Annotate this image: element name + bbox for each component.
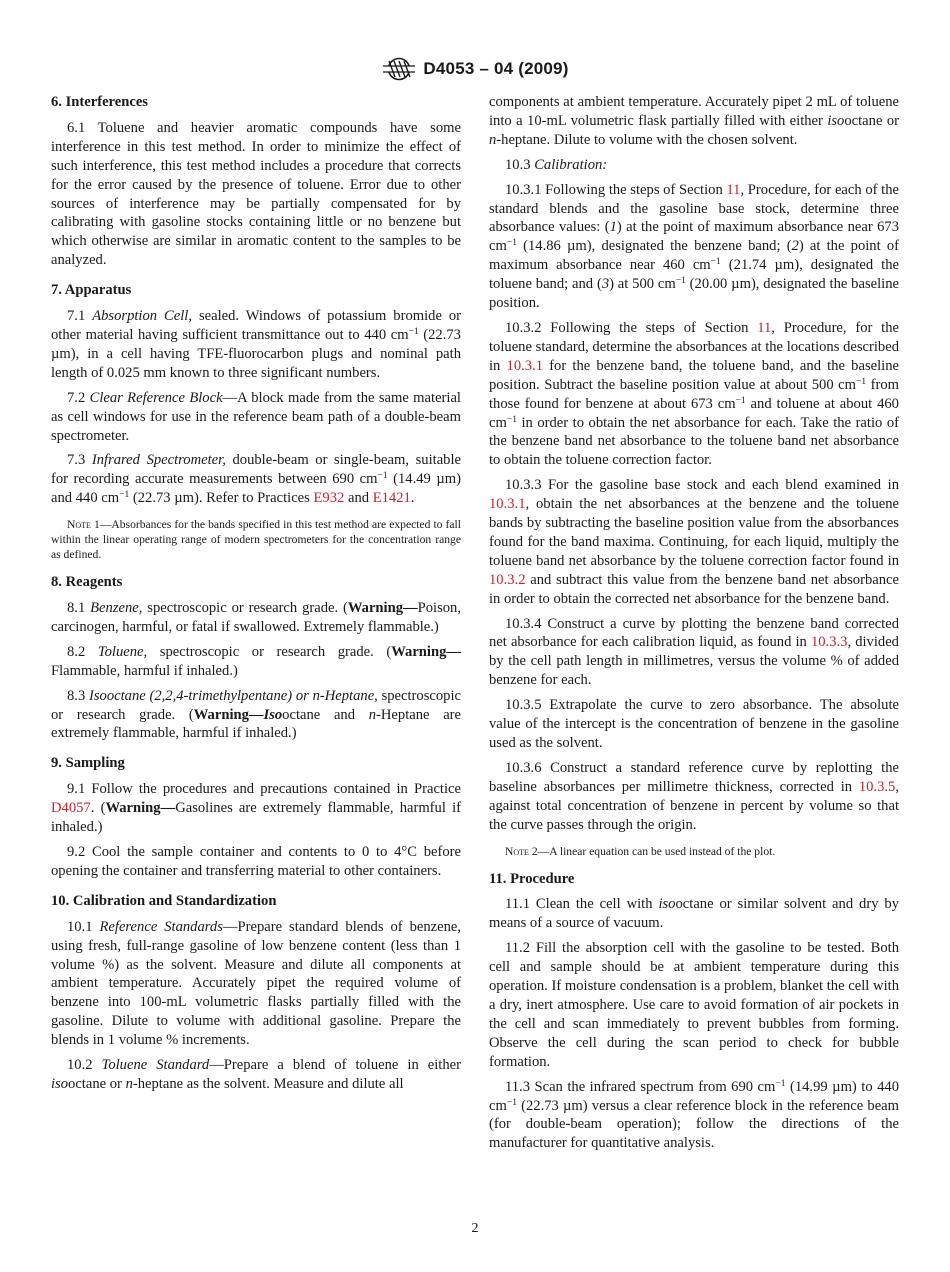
paragraph-7-2: 7.2 Clear Reference Block—A block made from the same material as cell windows for use in the reference beam path of a double-beam spectrometer. [51,389,461,444]
link-10-3-1[interactable]: 10.3.1 [489,496,526,513]
section-heading-sampling: 9. Sampling [51,755,125,772]
standard-designation: D4053 – 04 (2009) [423,59,569,78]
link-e1421[interactable]: E1421 [372,490,411,507]
paragraph-6-1: 6.1 Toluene and heavier aromatic compounds have some interference in this test method. In order to minimize the effect of such interference, this test method includes a procedure that corrects for the error caused by the presence of toluene. Error due to other sources of interference may be partially compensated for by calibrating with gasoline stocks containing little or no benzene but which otherwise are similar in aromatic content to the samples to be analyzed. [51,119,461,269]
link-10-3-3[interactable]: 10.3.3 [810,634,848,651]
paragraph-10-3-5: 10.3.5 Extrapolate the curve to zero absorbance. The absolute value of the intercept is the concentration of benzene in the gasoline used as the solvent. [489,697,899,751]
paragraph-11-1: 11.1 Clean the cell with isooctane or similar solvent and dry by means of a source of vacuum. [489,896,900,932]
paragraph-10-2: 10.2 Toluene Standard—Prepare a blend of toluene in either isooctane or n-heptane as the solvent. Measure and dilute all [51,1057,461,1092]
link-e932[interactable]: E932 [313,490,345,507]
link-section-11[interactable]: 11 [757,319,772,336]
paragraph-10-3-1: 10.3.1 Following the steps of Section 11, Procedure, for each of the standard blends and the gasoline base stock, determine three absorbance values: (1) at the point of maximum absorbance near 673 $cm^{-1}$ (14.86 µm), designated the benzene band; (2) at the point of maximum absorbance near 460 $cm^{-1}$ (21.74 µm), designated the toluene band; and (3) at 500 $cm^{-1}$ (20.00 µm), designated the baseline position. [489,181,899,312]
paragraph-10-1: 10.1 Reference Standards—Prepare standard blends of benzene, using fresh, full-range gasoline of low benzene content (less than 1 volume %) as the solvent. Measure and dilute all components at ambient temperature. Accurately pipet the required volume of benzene into 100-mL volumetric flasks partially filled with the gasoline. Dilute to volume with additional gasoline. Prepare the blends in 1 volume % increments. [51,918,462,1049]
section-heading-calibration: 10. Calibration and Standardization [51,892,277,909]
link-d4057[interactable]: D4057 [51,800,91,817]
paragraph-10-2-continued: components at ambient temperature. Accurately pipet 2 mL of toluene into a 10-mL volumetric flask partially filled with either isooctane or n-heptane. Dilute to volume with the chosen solvent. [489,94,899,148]
paragraph-10-3-6: 10.3.6 Construct a standard reference curve by replotting the baseline absorbances per millimetre thickness, corrected in 10.3.5, against total concentration of benzene in percent by volume so that the curve passes through the origin. [489,759,899,833]
astm-logo-icon [381,57,417,81]
paragraph-8-1: 8.1 Benzene, spectroscopic or research grade. (Warning—Poison, carcinogen, harmful, or fatal if swallowed. Extremely flammable.) [51,600,461,635]
section-heading-interferences: 6. Interferences [51,94,148,110]
paragraph-10-3-4: 10.3.4 Construct a curve by plotting the benzene band corrected net absorbance for each calibration liquid, as found in 10.3.3, divided by the cell path length in millimetres, versus the volume % of added benzene for each. [489,615,899,689]
right-column [489,93,899,1159]
page-header [0,57,950,81]
note-1: Note 1—Absorbances for the bands specified in this test method are expected to fall within the linear operating range of modern spectrometers for the concentration range as defined. [51,518,461,562]
page-number: 2 [471,1221,479,1236]
paragraph-7-1: 7.1 Absorption Cell, sealed. Windows of potassium bromide or other material having sufficient transmittance out to 440 $cm^{-1}$ (22.73 µm), in a cell having TFE-fluorocarbon plugs and nominal path length of 0.025 mm known to three significant numbers. [51,308,462,381]
link-10-3-2[interactable]: 10.3.2 [489,571,526,588]
paragraph-10-3-3: 10.3.3 For the gasoline base stock and each blend examined in 10.3.1, obtain the net absorbances at the benzene and the toluene bands by subtracting the baseline position value from the absorbances found for the band maxima. Continuing, for each liquid, multiply the toluene band net absorbance by the toluene correction factor found in 10.3.2 and subtract this value from the benzene band net absorbance in order to obtain the corrected net absorbance for the benzene band. [489,477,899,607]
paragraph-8-3: 8.3 Isooctane (2,2,4-trimethylpentane) or n-Heptane, spectroscopic or research grade. (Warning—Isooctane and n-Heptane are extremely flammable, harmful if inhaled.) [51,687,462,742]
paragraph-7-3: 7.3 Infrared Spectrometer, double-beam or single-beam, suitable for recording accurate measurements between 690 $cm^{-1}$ (14.49 µm) and 440 $cm^{-1}$ (22.73 µm). Refer to Practices E932 and E1421. [51,452,462,507]
note-2: Note 2—A linear equation can be used instead of the plot. [505,844,776,858]
paragraph-9-2: 9.2 Cool the sample container and contents to 0 to 4°C before opening the container and transferring material to other containers. [51,844,461,879]
left-column [51,93,461,1100]
link-10-3-1[interactable]: 10.3.1 [506,357,544,374]
section-heading-reagents: 8. Reagents [51,574,123,591]
section-heading-procedure: 11. Procedure [489,870,575,887]
paragraph-8-2: 8.2 Toluene, spectroscopic or research grade. (Warning—Flammable, harmful if inhaled.) [51,643,461,679]
section-heading-apparatus: 7. Apparatus [51,282,132,299]
paragraph-11-2: 11.2 Fill the absorption cell with the gasoline to be tested. Both cell and sample should be at ambient temperature during this operation. If moisture condensation is a problem, blanket the cell with a dry, inert atmosphere. Use care to avoid formation of air pockets in the cell and scan immediately to prevent bubbles from forming. Observe the cell during the scan period to check for bubble formation. [489,940,899,1070]
link-section-11[interactable]: 11 [726,181,741,198]
paragraph-9-1: 9.1 Follow the procedures and precautions contained in Practice D4057. (Warning—Gasolines are extremely flammable, harmful if inhaled.) [51,781,461,836]
paragraph-10-3: 10.3 Calibration: [505,156,608,173]
paragraph-10-3-2: 10.3.2 Following the steps of Section 11, Procedure, for the toluene standard, determine the absorbances at the locations described in 10.3.1 for the benzene band, the toluene band, and the baseline position. Subtract the baseline position value at about 500 $cm^{-1}$ from those found for benzene at about 673 $cm^{-1}$ and toluene at about 460 $cm^{-1}$ in order to obtain the net absorbance for each. Take the ratio of the benzene band net absorbance to the toluene band net absorbance to obtain the toluene correction factor. [489,319,899,469]
link-10-3-5[interactable]: 10.3.5 [858,778,896,795]
paragraph-11-3: 11.3 Scan the infrared spectrum from 690 $cm^{-1}$ (14.99 µm) to 440 $cm^{-1}$ (22.73 µm) versus a clear reference block in the reference beam (for double-beam operation); follow the directions of the manufacturer for quantitative analysis. [489,1078,899,1152]
